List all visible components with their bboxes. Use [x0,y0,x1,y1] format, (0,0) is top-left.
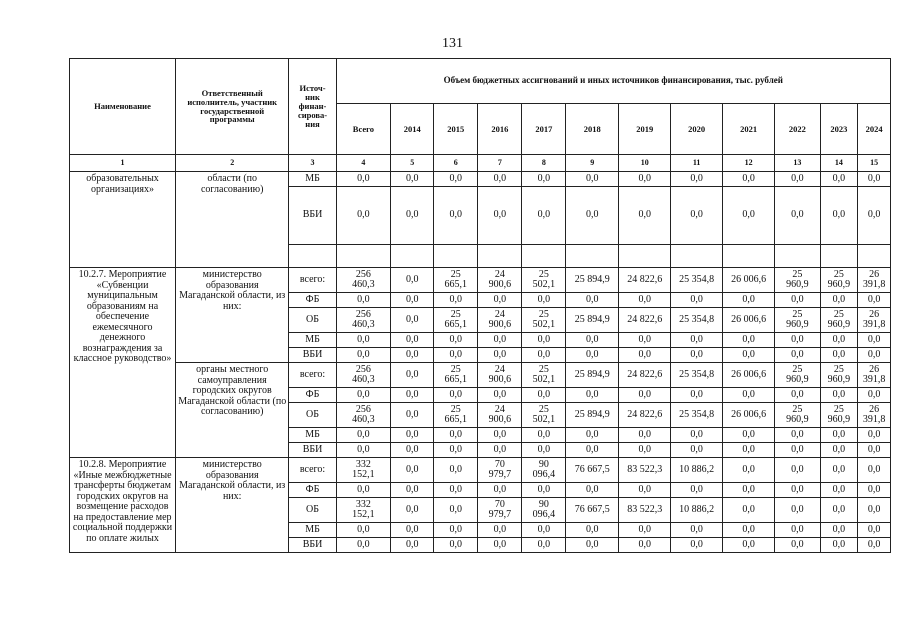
column-number: 13 [775,155,820,172]
year-value-cell: 25 960,9 [820,363,858,388]
year-value-cell: 0,0 [618,187,670,245]
year-value-cell: 25 960,9 [820,403,858,428]
year-value-cell: 0,0 [566,538,618,553]
year-value-cell: 0,0 [671,172,722,187]
year-value-cell: 0,0 [820,187,858,245]
funding-source: всего: [289,363,336,388]
year-value-cell: 76 667,5 [566,458,618,483]
year-value-cell: 26 006,6 [722,268,774,293]
year-value-cell: 0,0 [391,403,434,428]
year-value-cell: 0,0 [391,538,434,553]
year-value-cell: 0,0 [391,458,434,483]
year-value-cell: 0,0 [671,538,722,553]
empty-cell [566,245,618,268]
year-value-cell: 0,0 [858,348,891,363]
year-value-cell: 0,0 [722,443,774,458]
year-value-cell: 0,0 [858,172,891,187]
year-value-cell: 0,0 [566,388,618,403]
empty-cell [289,245,336,268]
year-value-cell: 0,0 [522,538,566,553]
empty-cell [522,245,566,268]
funding-source: МБ [289,523,336,538]
year-value-cell: 0,0 [434,348,478,363]
year-value-cell: 90 096,4 [522,498,566,523]
year-value-cell: 76 667,5 [566,498,618,523]
funding-source: ОБ [289,403,336,428]
year-value-cell: 0,0 [478,443,522,458]
funding-source: МБ [289,172,336,187]
year-value-cell: 0,0 [775,348,820,363]
year-value-cell: 83 522,3 [618,458,670,483]
year-value-cell: 26 391,8 [858,363,891,388]
column-number: 14 [820,155,858,172]
year-value-cell: 0,0 [775,523,820,538]
funding-source: ОБ [289,308,336,333]
header-source: Источ- ник финан- сирова- ния [289,59,336,155]
year-value-cell: 26 006,6 [722,308,774,333]
year-value-cell: 0,0 [522,483,566,498]
year-value-cell: 25 960,9 [820,308,858,333]
table-body [70,172,891,553]
year-value-cell: 0,0 [434,388,478,403]
responsible-party: области (по согласованию) [176,172,289,268]
total-cell: 332 152,1 [336,458,391,483]
year-value-cell: 0,0 [618,333,670,348]
year-value-cell: 0,0 [722,523,774,538]
year-value-cell: 0,0 [522,333,566,348]
year-value-cell: 0,0 [618,483,670,498]
year-value-cell: 0,0 [391,308,434,333]
year-value-cell: 0,0 [820,483,858,498]
year-value-cell: 26 006,6 [722,403,774,428]
year-value-cell: 0,0 [391,172,434,187]
activity-name: 10.2.8. Мероприятие «Иные межбюджетные трансферты бюджетам городских округов на возмещение расходов на предоставление мер социальной поддержки по оплате жилых [70,458,176,553]
year-value-cell: 0,0 [618,538,670,553]
year-value-cell: 0,0 [671,443,722,458]
year-value-cell: 0,0 [522,443,566,458]
year-value-cell: 0,0 [522,388,566,403]
year-value-cell: 0,0 [618,428,670,443]
year-value-cell: 25 894,9 [566,268,618,293]
total-cell: 256 460,3 [336,403,391,428]
column-number: 2 [176,155,289,172]
year-value-cell: 0,0 [391,333,434,348]
year-value-cell: 0,0 [671,483,722,498]
year-value-cell: 90 096,4 [522,458,566,483]
header-year: 2019 [618,104,670,155]
year-value-cell: 0,0 [775,443,820,458]
header-year: 2020 [671,104,722,155]
total-cell: 0,0 [336,333,391,348]
year-value-cell: 0,0 [722,538,774,553]
total-cell: 332 152,1 [336,498,391,523]
year-value-cell: 24 822,6 [618,268,670,293]
year-value-cell: 0,0 [434,443,478,458]
year-value-cell: 25 960,9 [775,363,820,388]
year-value-cell: 0,0 [566,187,618,245]
year-value-cell: 0,0 [566,333,618,348]
year-value-cell: 0,0 [522,293,566,308]
year-value-cell: 0,0 [671,428,722,443]
year-value-cell: 0,0 [722,187,774,245]
year-value-cell: 0,0 [618,172,670,187]
year-value-cell: 0,0 [522,187,566,245]
year-value-cell: 0,0 [434,538,478,553]
header-volume: Объем бюджетных ассигнований и иных источников финансирования, тыс. рублей [336,59,890,104]
total-cell: 0,0 [336,293,391,308]
year-value-cell: 0,0 [391,443,434,458]
empty-cell [336,245,391,268]
header-year: 2017 [522,104,566,155]
column-number: 11 [671,155,722,172]
total-cell: 0,0 [336,538,391,553]
funding-source: МБ [289,428,336,443]
year-value-cell: 0,0 [566,293,618,308]
year-value-cell: 26 006,6 [722,363,774,388]
empty-cell [391,245,434,268]
column-number: 4 [336,155,391,172]
total-cell: 0,0 [336,443,391,458]
year-value-cell: 70 979,7 [478,498,522,523]
header-year: 2018 [566,104,618,155]
year-value-cell: 25 665,1 [434,308,478,333]
year-value-cell: 0,0 [858,428,891,443]
year-value-cell: 0,0 [522,172,566,187]
funding-source: ФБ [289,483,336,498]
header-year: 2016 [478,104,522,155]
year-value-cell: 0,0 [618,443,670,458]
year-value-cell: 0,0 [671,388,722,403]
year-value-cell: 0,0 [391,388,434,403]
funding-source: всего: [289,268,336,293]
year-value-cell: 25 665,1 [434,268,478,293]
column-number: 10 [618,155,670,172]
year-value-cell: 0,0 [566,483,618,498]
empty-cell [775,245,820,268]
column-number: 5 [391,155,434,172]
funding-source: ОБ [289,498,336,523]
year-value-cell: 0,0 [391,483,434,498]
year-value-cell: 0,0 [434,293,478,308]
year-value-cell: 0,0 [858,293,891,308]
year-value-cell: 0,0 [775,293,820,308]
year-value-cell: 0,0 [722,172,774,187]
empty-cell [671,245,722,268]
year-value-cell: 70 979,7 [478,458,522,483]
year-value-cell: 26 391,8 [858,403,891,428]
year-value-cell: 0,0 [775,333,820,348]
year-value-cell: 0,0 [722,458,774,483]
year-value-cell: 0,0 [858,523,891,538]
year-value-cell: 0,0 [478,348,522,363]
year-value-cell: 0,0 [522,523,566,538]
year-value-cell: 0,0 [434,428,478,443]
year-value-cell: 0,0 [858,388,891,403]
year-value-cell: 25 665,1 [434,403,478,428]
year-value-cell: 0,0 [618,293,670,308]
year-value-cell: 25 960,9 [775,308,820,333]
year-value-cell: 25 894,9 [566,403,618,428]
empty-cell [478,245,522,268]
year-value-cell: 0,0 [478,388,522,403]
year-value-cell: 0,0 [820,172,858,187]
year-value-cell: 0,0 [391,523,434,538]
column-number: 15 [858,155,891,172]
year-value-cell: 0,0 [478,187,522,245]
activity-name: образовательных организациях» [70,172,176,268]
year-value-cell: 0,0 [434,172,478,187]
header-year: 2015 [434,104,478,155]
year-value-cell: 0,0 [858,498,891,523]
year-value-cell: 25 502,1 [522,363,566,388]
empty-cell [434,245,478,268]
header-year: 2023 [820,104,858,155]
year-value-cell: 0,0 [820,428,858,443]
year-value-cell: 0,0 [566,443,618,458]
column-number: 3 [289,155,336,172]
table-row [70,363,891,388]
empty-cell [618,245,670,268]
year-value-cell: 83 522,3 [618,498,670,523]
year-value-cell: 0,0 [434,523,478,538]
empty-cell [722,245,774,268]
budget-table [69,58,891,553]
year-value-cell: 25 354,8 [671,308,722,333]
year-value-cell: 0,0 [434,458,478,483]
funding-source: ВБИ [289,538,336,553]
year-value-cell: 10 886,2 [671,458,722,483]
year-value-cell: 25 354,8 [671,403,722,428]
year-value-cell: 24 822,6 [618,363,670,388]
year-value-cell: 0,0 [671,187,722,245]
responsible-party: министерство образования Магаданской области, из них: [176,268,289,363]
total-cell: 0,0 [336,388,391,403]
year-value-cell: 0,0 [478,172,522,187]
year-value-cell: 0,0 [775,538,820,553]
year-value-cell: 24 900,6 [478,308,522,333]
year-value-cell: 0,0 [434,483,478,498]
year-value-cell: 24 822,6 [618,308,670,333]
year-value-cell: 0,0 [478,523,522,538]
year-value-cell: 0,0 [820,538,858,553]
year-value-cell: 0,0 [722,428,774,443]
funding-source: ФБ [289,388,336,403]
header-year: 2022 [775,104,820,155]
year-value-cell: 0,0 [820,458,858,483]
column-number: 6 [434,155,478,172]
year-value-cell: 0,0 [858,443,891,458]
year-value-cell: 0,0 [858,458,891,483]
empty-cell [858,245,891,268]
year-value-cell: 0,0 [391,268,434,293]
year-value-cell: 0,0 [566,348,618,363]
table-row [70,268,891,293]
year-value-cell: 0,0 [391,187,434,245]
total-cell: 0,0 [336,187,391,245]
year-value-cell: 0,0 [722,348,774,363]
total-cell: 0,0 [336,348,391,363]
year-value-cell: 0,0 [671,293,722,308]
year-value-cell: 24 900,6 [478,403,522,428]
total-cell: 256 460,3 [336,363,391,388]
year-value-cell: 0,0 [775,483,820,498]
year-value-cell: 0,0 [566,172,618,187]
year-value-cell: 0,0 [858,187,891,245]
year-value-cell: 0,0 [522,428,566,443]
page-number: 131 [442,36,463,51]
year-value-cell: 0,0 [478,428,522,443]
year-value-cell: 0,0 [671,348,722,363]
column-number: 9 [566,155,618,172]
year-value-cell: 0,0 [478,483,522,498]
column-number-row [70,155,891,172]
funding-source: ВБИ [289,443,336,458]
year-value-cell: 0,0 [775,187,820,245]
year-value-cell: 0,0 [775,172,820,187]
year-value-cell: 24 900,6 [478,363,522,388]
year-value-cell: 26 391,8 [858,268,891,293]
year-value-cell: 0,0 [478,333,522,348]
year-value-cell: 0,0 [434,498,478,523]
year-value-cell: 0,0 [391,293,434,308]
year-value-cell: 0,0 [722,333,774,348]
header-responsible: Ответственный исполнитель, участник государственной программы [176,59,289,155]
total-cell: 256 460,3 [336,268,391,293]
year-value-cell: 0,0 [391,363,434,388]
year-value-cell: 0,0 [391,498,434,523]
year-value-cell: 0,0 [618,523,670,538]
total-cell: 256 460,3 [336,308,391,333]
year-value-cell: 25 894,9 [566,308,618,333]
funding-source: ФБ [289,293,336,308]
year-value-cell: 0,0 [566,523,618,538]
year-value-cell: 0,0 [820,293,858,308]
table-header [70,59,891,172]
empty-cell [820,245,858,268]
year-value-cell: 10 886,2 [671,498,722,523]
activity-name: 10.2.7. Мероприятие «Субвенции муниципальным образованиям на обеспечение ежемесячного денежного вознаграждения за классное руководство» [70,268,176,458]
year-value-cell: 0,0 [820,388,858,403]
year-value-cell: 0,0 [858,538,891,553]
column-number: 1 [70,155,176,172]
year-value-cell: 0,0 [478,293,522,308]
total-cell: 0,0 [336,483,391,498]
year-value-cell: 0,0 [775,498,820,523]
year-value-cell: 0,0 [478,538,522,553]
year-value-cell: 25 354,8 [671,268,722,293]
year-value-cell: 0,0 [434,333,478,348]
year-value-cell: 0,0 [391,348,434,363]
year-value-cell: 0,0 [820,333,858,348]
year-value-cell: 0,0 [775,388,820,403]
year-value-cell: 25 354,8 [671,363,722,388]
year-value-cell: 0,0 [820,443,858,458]
year-value-cell: 0,0 [820,348,858,363]
year-value-cell: 0,0 [858,333,891,348]
total-cell: 0,0 [336,172,391,187]
year-value-cell: 25 894,9 [566,363,618,388]
year-value-cell: 24 900,6 [478,268,522,293]
column-number: 12 [722,155,774,172]
year-value-cell: 25 502,1 [522,268,566,293]
year-value-cell: 0,0 [722,293,774,308]
funding-source: всего: [289,458,336,483]
total-cell: 0,0 [336,523,391,538]
year-value-cell: 0,0 [820,498,858,523]
funding-source: ВБИ [289,187,336,245]
funding-source: МБ [289,333,336,348]
header-year: 2024 [858,104,891,155]
year-value-cell: 25 960,9 [775,403,820,428]
funding-source: ВБИ [289,348,336,363]
table-row [70,458,891,483]
year-value-cell: 0,0 [722,388,774,403]
column-number: 7 [478,155,522,172]
year-value-cell: 25 502,1 [522,308,566,333]
responsible-party: органы местного самоуправления городских округов Магаданской области (по согласованию) [176,363,289,458]
year-value-cell: 0,0 [671,523,722,538]
year-value-cell: 24 822,6 [618,403,670,428]
year-value-cell: 0,0 [775,458,820,483]
header-year: 2014 [391,104,434,155]
year-value-cell: 0,0 [722,498,774,523]
year-value-cell: 0,0 [820,523,858,538]
year-value-cell: 0,0 [671,333,722,348]
year-value-cell: 0,0 [391,428,434,443]
total-cell: 0,0 [336,428,391,443]
header-year: 2021 [722,104,774,155]
header-name: Наименование [70,59,176,155]
responsible-party: министерство образования Магаданской области, из них: [176,458,289,553]
year-value-cell: 25 502,1 [522,403,566,428]
year-value-cell: 25 665,1 [434,363,478,388]
year-value-cell: 0,0 [775,428,820,443]
year-value-cell: 0,0 [858,483,891,498]
year-value-cell: 25 960,9 [775,268,820,293]
header-total: Всего [336,104,391,155]
table-row [70,172,891,187]
year-value-cell: 0,0 [722,483,774,498]
year-value-cell: 0,0 [618,388,670,403]
year-value-cell: 0,0 [434,187,478,245]
year-value-cell: 26 391,8 [858,308,891,333]
year-value-cell: 25 960,9 [820,268,858,293]
year-value-cell: 0,0 [566,428,618,443]
year-value-cell: 0,0 [522,348,566,363]
year-value-cell: 0,0 [618,348,670,363]
column-number: 8 [522,155,566,172]
